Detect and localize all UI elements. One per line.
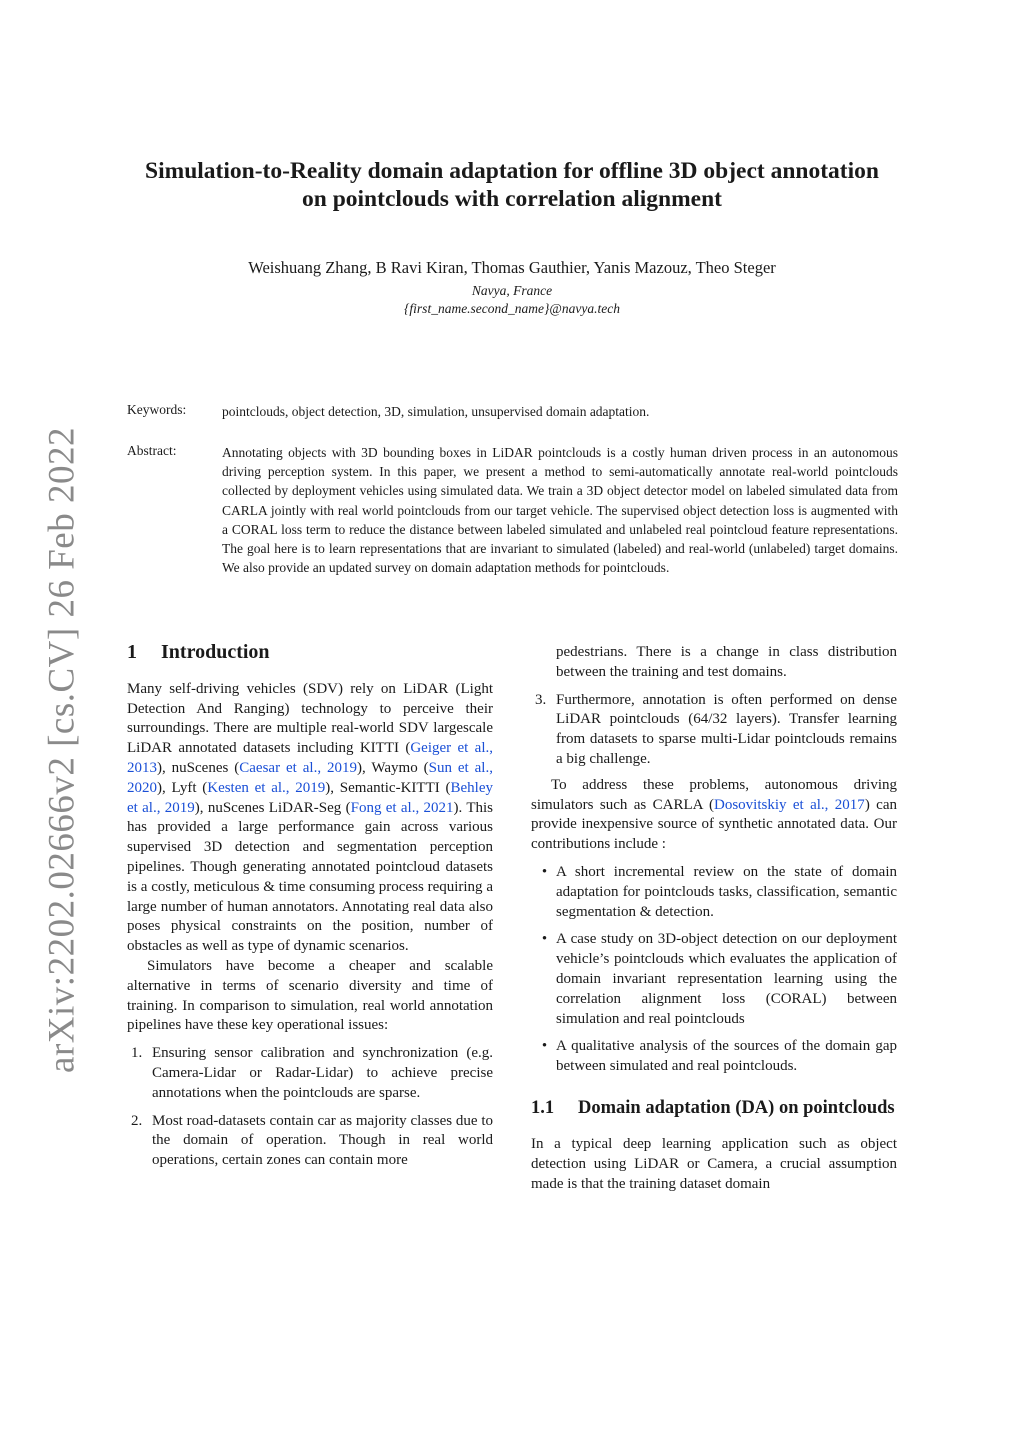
bullet: • bbox=[541, 931, 548, 948]
intro-paragraph-3 bbox=[531, 776, 897, 855]
bullet: • bbox=[541, 863, 548, 880]
left-column bbox=[127, 643, 493, 1171]
intro-paragraph-2: Simulators have become a cheaper and scalable alternative in terms of scenario diversity and time of training. In comparison to simulation, real world annotation pipelines have these key operational issues: bbox=[127, 957, 493, 1034]
issue-item-3 bbox=[531, 691, 897, 770]
issue-item-2-continued: pedestrians. There is a change in class distribution between the training and test domains. bbox=[556, 644, 897, 680]
abstract-label: Abstract: bbox=[127, 443, 177, 458]
paper-title bbox=[100, 157, 924, 213]
affiliation: Navya, France bbox=[471, 283, 553, 298]
abstract-text: Annotating objects with 3D bounding boxes in LiDAR pointclouds is a costly human driven process in an autonomous driving perception system. In this paper, we present a method to semi-automatically annotate real-world pointclouds collected by deployment vehicles using simulated data. We train a 3D object detector model on labeled simulated data from CARLA jointly with real world pointclouds from our target vehicle. The supervised object detection loss is augmented with a CORAL loss term to reduce the distance between labeled simulated and unlabeled real pointcloud feature representations. The goal here is to learn representations that are invariant to simulated (labeled) and real-world (unlabeled) target domains. We also provide an updated survey on domain adaptation methods for pointclouds. bbox=[222, 445, 898, 576]
citation-link[interactable]: Behley et al., 2019 bbox=[127, 779, 493, 816]
text-run: ) can provide inexpensive source of synthetic annotated data. Our contributions include : bbox=[531, 796, 897, 853]
keywords-text: pointclouds, object detection, 3D, simulation, unsupervised domain adaptation. bbox=[222, 404, 650, 419]
citation-link[interactable]: Dosovitskiy et al., 2017 bbox=[714, 796, 865, 813]
text-run: ), Waymo ( bbox=[357, 759, 429, 776]
title-line-1: Simulation-to-Reality domain adaptation for offline 3D object annotation bbox=[145, 158, 879, 184]
contribution-item-2 bbox=[531, 930, 897, 1029]
keywords-label: Keywords: bbox=[127, 402, 187, 417]
issue-item-2 bbox=[127, 1112, 493, 1171]
text-run: ). This has provided a large performance gain across various supervised 3D detection and segmentation perception pipelines. Though generating annotated pointcloud datasets is a costly, meticulous & time consuming process requiring a large number of human annotators. Annotating real data also poses physical constraints on the position, number of obstacles as well as type of dynamic scenarios. bbox=[127, 799, 493, 955]
author-list: Weishuang Zhang, B Ravi Kiran, Thomas Gauthier, Yanis Mazouz, Theo Steger bbox=[248, 258, 776, 277]
citation-link[interactable]: Kesten et al., 2019 bbox=[207, 779, 326, 796]
item-number: 1. bbox=[131, 1045, 143, 1062]
item-number: 3. bbox=[535, 691, 547, 708]
item-text: A case study on 3D-object detection on our deployment vehicle’s pointclouds which evaluates the application of domain invariant representation learning using the correlation alignment loss (CORAL) between simulation and real pointclouds bbox=[556, 931, 897, 1027]
da-paragraph-1: In a typical deep learning application such as object detection using LiDAR or Camera, a crucial assumption made is that the training dataset domain bbox=[531, 1135, 897, 1192]
citation-link[interactable]: Geiger et al., 2013 bbox=[127, 740, 493, 776]
text-run: ), nuScenes LiDAR-Seg ( bbox=[194, 799, 351, 816]
text-run: To address these problems, autonomous driving simulators such as CARLA ( bbox=[531, 776, 897, 813]
contribution-item-1 bbox=[531, 863, 897, 922]
section-title: Introduction bbox=[161, 641, 270, 663]
text-run: ), Lyft ( bbox=[157, 779, 208, 796]
subsection-number: 1.1 bbox=[531, 1097, 555, 1118]
text-run: ), Semantic-KITTI ( bbox=[325, 779, 451, 796]
item-text: A qualitative analysis of the sources of the domain gap between simulated and real pointclouds. bbox=[556, 1038, 897, 1075]
section-heading-introduction bbox=[127, 643, 493, 663]
arxiv-stamp: arXiv:2202.02666v2 [cs.CV] 26 Feb 2022 bbox=[41, 427, 83, 1073]
item-text: A short incremental review on the state of domain adaptation for pointclouds tasks, classification, semantic segmentation & detection. bbox=[556, 863, 897, 920]
title-line-2: on pointclouds with correlation alignment bbox=[302, 186, 722, 212]
item-text: Furthermore, annotation is often performed on dense LiDAR pointclouds (64/32 layers). Transfer learning from datasets to sparse multi-Lidar pointclouds remains a big challenge. bbox=[556, 691, 897, 767]
right-column bbox=[531, 643, 897, 1194]
citation-link[interactable]: Sun et al., 2020 bbox=[127, 759, 493, 796]
citation-link[interactable]: Fong et al., 2021 bbox=[350, 799, 454, 816]
issue-item-1 bbox=[127, 1044, 493, 1103]
section-number: 1 bbox=[127, 641, 137, 663]
contribution-item-3 bbox=[531, 1037, 897, 1077]
item-text: Most road-datasets contain car as majority classes due to the domain of operation. Though in real world operations, certain zones can contain more bbox=[152, 1112, 493, 1169]
text-run: ), nuScenes ( bbox=[157, 759, 240, 776]
item-text: Ensuring sensor calibration and synchronization (e.g. Camera-Lidar or Radar-Lidar) to achieve precise annotations when the pointclouds are sparse. bbox=[152, 1045, 493, 1101]
subsection-title: Domain adaptation (DA) on pointclouds bbox=[578, 1097, 895, 1118]
subsection-heading-domain-adaptation bbox=[531, 1095, 897, 1121]
item-number: 2. bbox=[131, 1112, 143, 1129]
intro-paragraph-1 bbox=[127, 680, 493, 957]
citation-link[interactable]: Caesar et al., 2019 bbox=[239, 759, 358, 776]
email-pattern: {first_name.second_name}@navya.tech bbox=[404, 301, 620, 316]
text-run: Many self-driving vehicles (SDV) rely on LiDAR (Light Detection And Ranging) technology to perceive their surroundings. There are multiple real-world SDV largescale LiDAR annotated datasets including KITTI ( bbox=[127, 680, 493, 757]
bullet: • bbox=[541, 1038, 548, 1055]
